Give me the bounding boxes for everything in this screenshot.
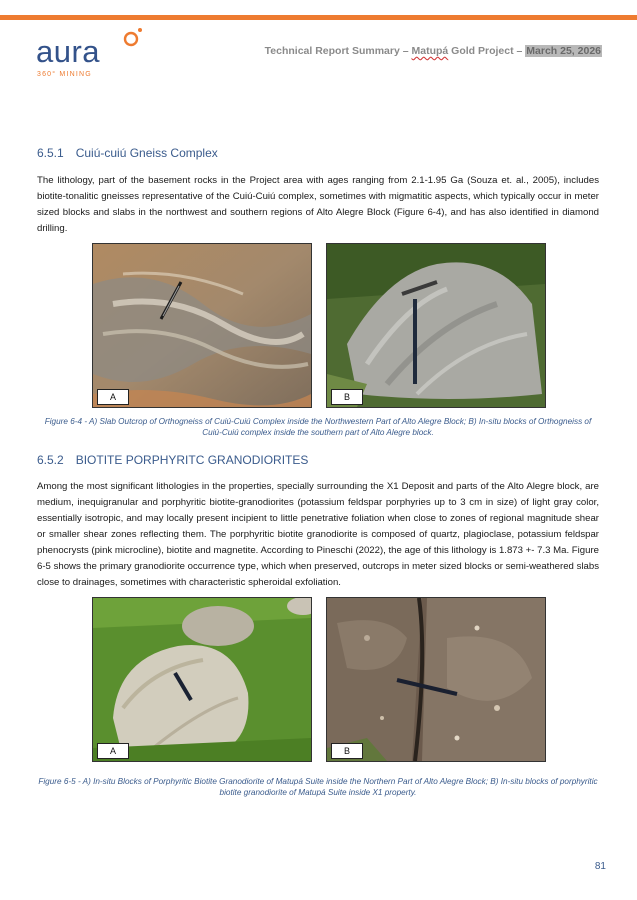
- report-date: March 25, 2026: [526, 45, 601, 57]
- photo-label-a: A: [97, 389, 129, 405]
- section-heading-6-5-2: [37, 453, 308, 467]
- section-number: 6.5.2: [37, 453, 64, 467]
- figure-6-5-photo-a: [92, 597, 312, 762]
- figure-6-4-photo-a: [92, 243, 312, 408]
- section-paragraph: Among the most significant lithologies in the properties, specially surrounding the X1 Deposit and parts of the Alto Alegre block, are medium, inequigranular and porphyritic biotite-granodiorites (potassium feldspar porphyries up to 3 cm in size) of light gray color, essentially isotropic, and may locally present incipient to little penetrative foliation when close to zones of regional magnitude shear or smaller shear zones reflecting them. The porphyritic biotite granodiorite is composed of quartz, plagioclase, potassium feldspar phenocrysts (pink microcline), biotite and magnetite. According to Pineschi (2022), the age of this lithology is 1.873 +- 7.3 Ma. Figure 6-5 shows the primary granodiorite occurrence type, which when preserved, outcrops in meter sized blocks or semi-weathered slabs close to drainages, sometimes with characteristic spheroidal exfoliation.: [37, 481, 599, 588]
- figure-6-4-photo-b: [326, 243, 546, 408]
- section-title: Cuiú-cuiú Gneiss Complex: [75, 146, 218, 160]
- logo-wordmark: aura: [36, 34, 101, 69]
- photo-label-b: B: [331, 743, 363, 759]
- section-number: 6.5.1: [37, 146, 64, 160]
- granodiorite-x1-image: [327, 598, 545, 761]
- company-logo: [36, 24, 146, 84]
- gneiss-blocks-image: [327, 244, 545, 407]
- photo-label-b: B: [331, 389, 363, 405]
- section-heading-6-5-1: [37, 146, 218, 160]
- photo-label-a: A: [97, 743, 129, 759]
- project-name: Matupá: [411, 45, 449, 57]
- figure-6-4-caption: Figure 6-4 - A) Slab Outcrop of Orthogneiss of Cuiú-Cuiú Complex inside the Northwestern Part of Alto Alegre Block; B) In-situ blocks of Orthogneiss of Cuiú-Cuiú complex inside the southern part of Alto Alegre block.: [44, 417, 592, 437]
- report-header-title: Technical Report Summary – Matupá Gold Project – March 25, 2026: [264, 45, 601, 57]
- section-paragraph: The lithology, part of the basement rocks in the Project area with ages ranging from 2.1-1.95 Ga (Souza et. al., 2005), includes biotite-tonalitic gneisses representative of the Cuiú-Cuiú complex, sometimes with migmatitic aspects, which typically occur in meter sized blocks and slabs in the northwest and southern regions of Alto Alegre Block (Figure 6-4), and has also identified in diamond drilling.: [37, 175, 599, 234]
- page-number: 81: [594, 861, 606, 872]
- logo-circle-icon: [122, 24, 146, 48]
- gneiss-slab-image: [93, 244, 311, 407]
- figure-6-5-caption: Figure 6-5 - A) In-situ Blocks of Porphyritic Biotite Granodiorite of Matupá Suite inside the Northern Part of Alto Alegre Block; B) In-situ blocks of porphyritic biotite granodiorite of Matupá Suite inside X1 property.: [38, 777, 598, 797]
- granodiorite-block-image: [93, 598, 311, 761]
- section-title: BIOTITE PORPHYRITC GRANODIORITES: [75, 453, 309, 467]
- figure-6-5-photo-b: [326, 597, 546, 762]
- logo-tagline: 360° MINING: [37, 71, 92, 78]
- header-accent-bar: [0, 15, 637, 20]
